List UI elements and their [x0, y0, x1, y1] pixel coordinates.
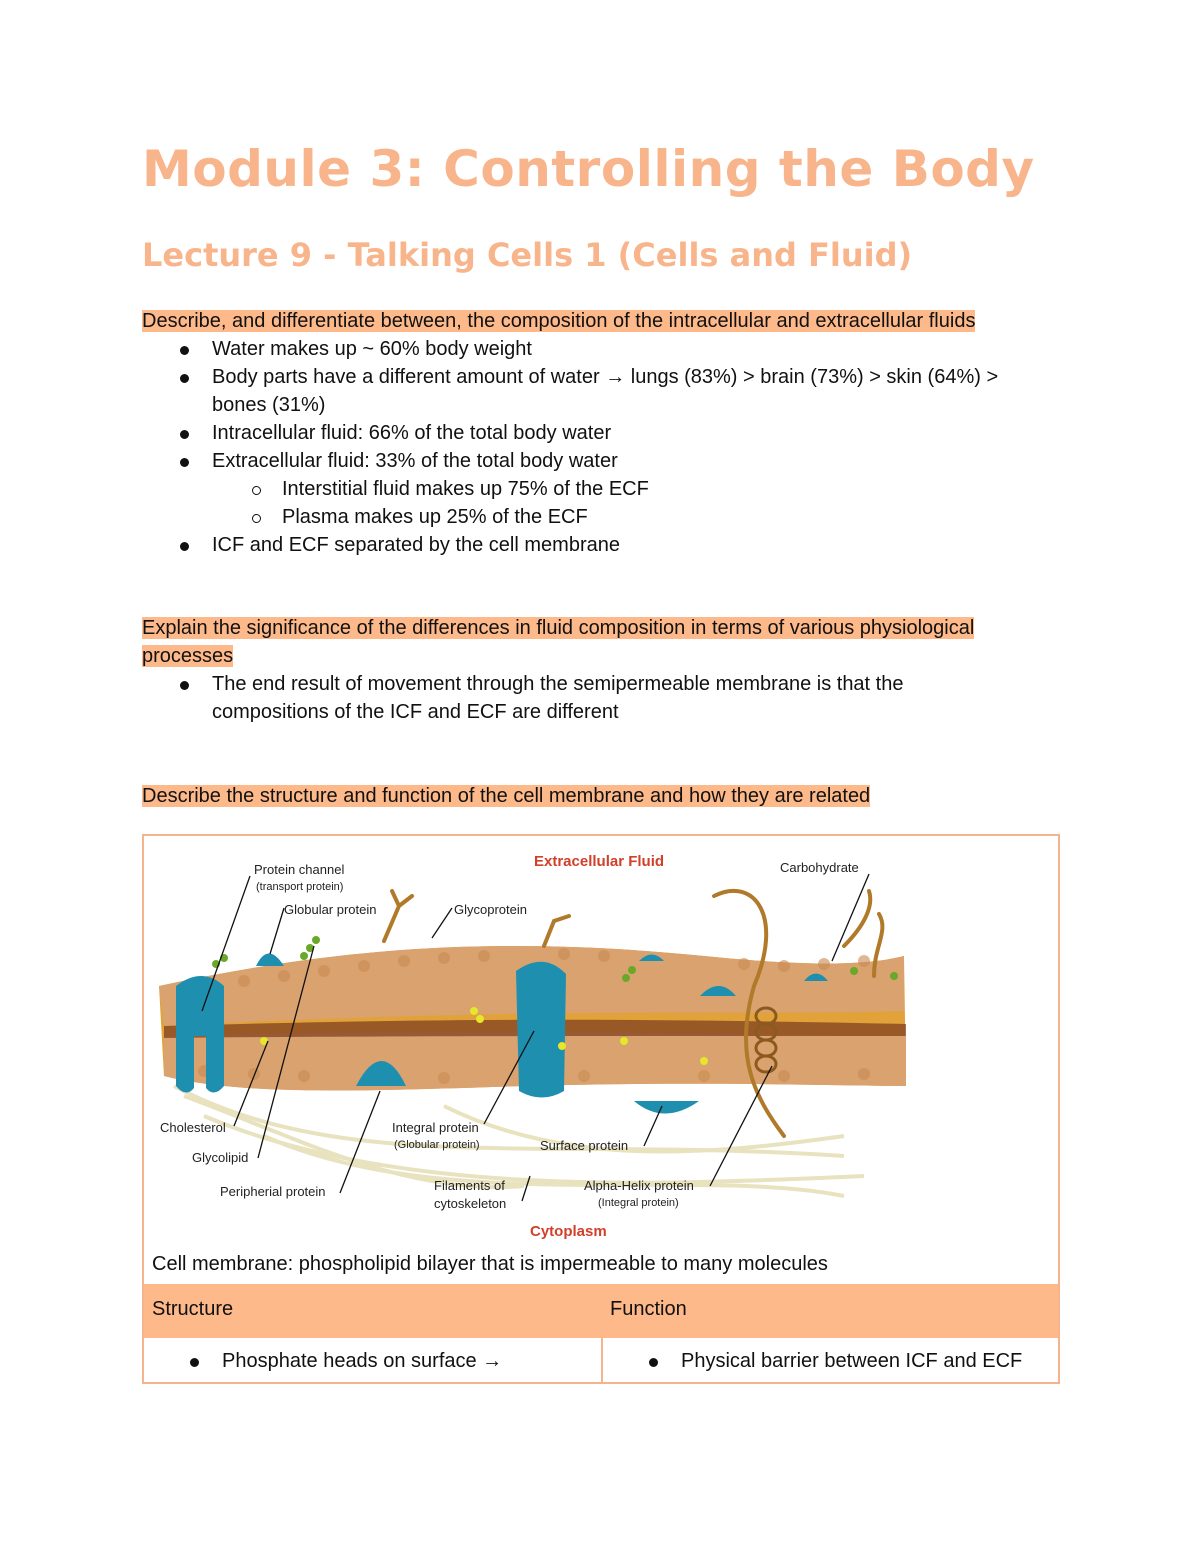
sub-list-item: Plasma makes up 25% of the ECF	[212, 503, 1042, 531]
list-item: Extracellular fluid: 33% of the total body water Interstitial fluid makes up 75% of the ECF Plasma makes up 25% of the ECF	[142, 447, 1042, 531]
section-1-list	[142, 335, 1042, 559]
table-column-divider	[601, 1338, 603, 1382]
label-integral-protein: Integral protein	[392, 1120, 479, 1135]
table-cell-function: Physical barrier between ICF and ECF	[681, 1350, 1023, 1372]
list-item: ICF and ECF separated by the cell membrane	[142, 531, 1042, 559]
label-cytoskeleton: cytoskeleton	[434, 1196, 507, 1211]
section-heading-3: Describe the structure and function of the cell membrane and how they are related	[142, 785, 871, 807]
label-peripherial-protein: Peripherial protein	[220, 1184, 326, 1199]
label-globular-protein: Globular protein	[284, 902, 377, 917]
label-protein-channel: Protein channel	[254, 862, 345, 877]
globular-protein	[256, 954, 284, 967]
label-carbohydrate: Carbohydrate	[780, 860, 859, 875]
table-header-structure: Structure	[152, 1298, 234, 1320]
section-heading-1: Describe, and differentiate between, the composition of the intracellular and extracellular fluids	[142, 310, 976, 332]
sub-list-item: Interstitial fluid makes up 75% of the ECF	[212, 475, 1042, 503]
table-header-function: Function	[610, 1298, 687, 1320]
lecture-subtitle: Lecture 9 - Talking Cells 1 (Cells and Fluid)	[142, 236, 913, 274]
label-surface-protein: Surface protein	[540, 1138, 629, 1153]
section-heading-2: Explain the significance of the differences in fluid composition in terms of various physiological processes	[142, 617, 975, 667]
cell-membrane-box	[142, 834, 1060, 1384]
list-item: Body parts have a different amount of water → lungs (83%) > brain (73%) > skin (64%) > bones (31%)	[142, 363, 1042, 419]
integral-protein-large	[516, 962, 566, 1098]
label-integral-globular: (Globular protein)	[394, 1139, 480, 1151]
cell-membrane-diagram	[144, 836, 1058, 1246]
table-header-row	[144, 1284, 1058, 1338]
label-filaments-of: Filaments of	[434, 1178, 505, 1193]
label-transport-protein: (transport protein)	[256, 881, 344, 893]
table-cell-structure: Phosphate heads on surface →	[222, 1350, 503, 1372]
label-alpha-helix-protein: Alpha-Helix protein	[584, 1178, 694, 1193]
section-2-list	[142, 670, 1002, 726]
label-glycoprotein: Glycoprotein	[454, 902, 527, 917]
sub-list	[212, 475, 1042, 531]
label-glycolipid: Glycolipid	[192, 1150, 249, 1165]
list-item: Intracellular fluid: 66% of the total body water	[142, 419, 1042, 447]
label-cytoplasm: Cytoplasm	[530, 1223, 607, 1240]
list-item: The end result of movement through the semipermeable membrane is that the compositions of the ICF and ECF are different	[142, 670, 1002, 726]
list-item: Water makes up ~ 60% body weight	[142, 335, 1042, 363]
page-title: Module 3: Controlling the Body	[142, 140, 1035, 198]
diagram-caption: Cell membrane: phospholipid bilayer that is impermeable to many molecules	[152, 1253, 828, 1275]
label-cholesterol: Cholesterol	[160, 1120, 226, 1135]
surface-protein	[634, 1101, 699, 1114]
label-alpha-integral: (Integral protein)	[598, 1197, 679, 1209]
label-extracellular-fluid: Extracellular Fluid	[534, 853, 665, 870]
